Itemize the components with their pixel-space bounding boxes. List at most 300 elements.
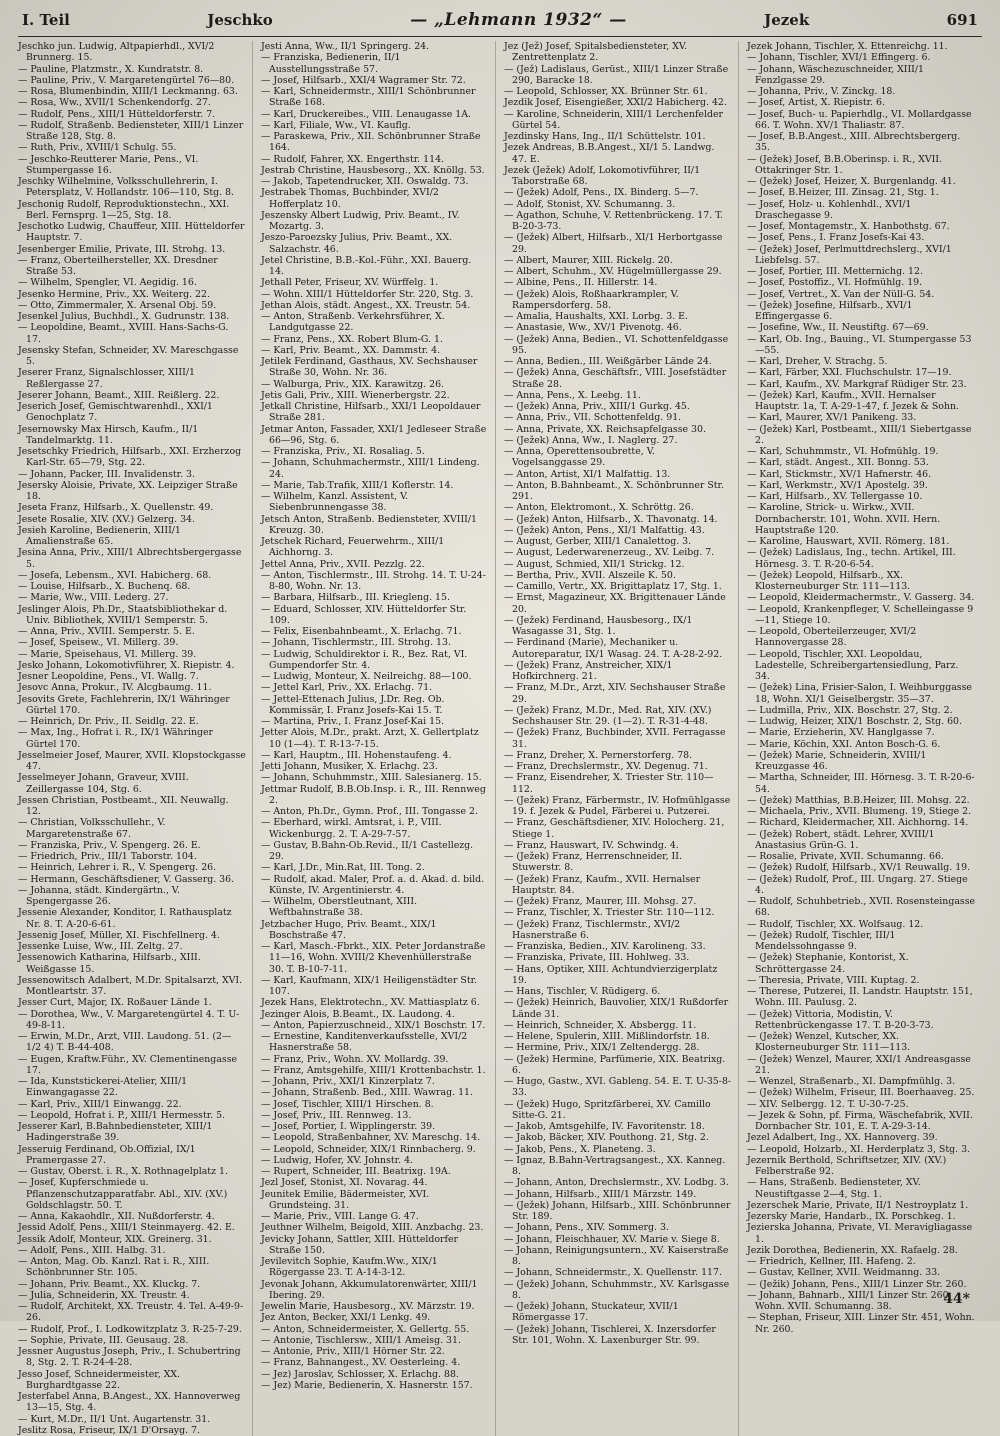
directory-entry: — Eduard, Schlosser, XIV. Hütteldorfer Str. 109. <box>261 603 467 626</box>
directory-entry: Jesko Johann, Lokomotivführer, X. Riepistr. 4. <box>18 659 235 671</box>
directory-entry: — (Ježek) Rudolf, Hilfsarb., XV/1 Reuwallg. 19. <box>747 862 971 874</box>
directory-entry: — Johann, Priv., XXI/1 Kinzerplatz 7. <box>261 1076 435 1087</box>
directory-entry: — Johanna, Priv., V. Zinckg. 18. <box>747 86 896 97</box>
directory-entry: — Heinrich, Schneider, X. Absbergg. 11. <box>504 1019 697 1031</box>
directory-entry: — Jez) Marie, Bedienerin, X. Hasnerstr. 157. <box>261 1379 473 1391</box>
directory-entry: — Karl, Masch.-Fbrkt., XIX. Peter Jordanstraße 11—16, Wohn. XVIII/2 Khevenhüllerstraße 30. T. B-10-7-11. <box>261 941 486 975</box>
directory-entry: — Anton, Artist, XI/1 Malfattig. 13. <box>504 468 671 480</box>
directory-entry: — Anastasie, Ww., XV/1 Pivenotg. 46. <box>504 322 682 334</box>
directory-entry: — Rosalie, Private, XVII. Schumanng. 66. <box>747 851 944 862</box>
directory-entry: — Jakob, Tapetendrucker, XII. Oswaldg. 73. <box>261 176 469 187</box>
directory-entry: — Anton, Mag. Ob. Kanzl. Rat i. R., XIII. Schönbrunner Str. 105. <box>18 1256 210 1279</box>
directory-entry: — Johann, Straßenb. Bed., XIII. Wawrag. 11. <box>261 1087 473 1099</box>
directory-entry: Jessenowich Katharina, Hilfsarb., XIII. Weißgasse 15. <box>18 952 201 975</box>
directory-entry: — Franz, Geschäftsdiener, XIV. Holocherg. 21, Stiege 1. <box>504 817 725 840</box>
directory-entry: — Gustav, Kellner, XVII. Weidmanng. 33. <box>747 1267 941 1279</box>
directory-entry: — Therese, Putzerei, II. Landstr. Hauptstr. 151, Wohn. III. Paulusg. 2. <box>747 986 973 1009</box>
directory-entry: — Johann, Schuhmmstr., XIII. Salesianerg. 15. <box>261 772 482 784</box>
directory-entry: Jezersky Marie, Handarb., IX. Porschkeg. 1. <box>747 1211 956 1222</box>
directory-entry: — Albert, Maurer, XIII. Rickelg. 20. <box>504 254 673 266</box>
directory-entry: Jesselmeyer Johann, Graveur, XVIII. Zeillergasse 104, Stg. 6. <box>18 772 189 795</box>
directory-entry: — (Ježek) Franz, Anstreicher, XIX/1 Hofkirchnerg. 21. <box>504 659 673 682</box>
page-header <box>18 10 982 37</box>
directory-entry: — Sophie, Private, III. Geusaug. 28. <box>18 1334 189 1346</box>
directory-entry: Jezdik Josef, Eisengießer, XXI/2 Habicherg. 42. <box>504 97 727 109</box>
directory-entry: — Marie, Köchin, XXI. Anton Bosch-G. 6. <box>747 738 941 750</box>
directory-entry: — Karl, Maurer, XV/1 Panikeng. 33. <box>747 412 917 424</box>
directory-entry: — (Ježek) Anna, Priv., XIII/1 Gurkg. 45. <box>504 401 690 412</box>
directory-entry: — (Ježek) Lina, Frisier-Salon, I. Weihburggasse 18, Wohn. XI/1 Geiselbergstr. 35—37. <box>747 682 972 705</box>
directory-entry: — Walburga, Priv., XIX. Karawitzg. 26. <box>261 378 445 390</box>
directory-entry: — Wilhelm, Spengler, VI. Aegidig. 16. <box>18 277 197 289</box>
directory-entry: — Ferdinand (Marie), Mechaniker u. Autoreparatur, IX/1 Wasag. 24. T. A-28-2-92. <box>504 637 723 660</box>
directory-entry: Jezek Hans, Elektrotechn., XV. Mattiasplatz 6. <box>261 997 480 1009</box>
column-4 <box>747 41 982 1436</box>
directory-entry: Jesenberger Emilie, Private, III. Strohg. 13. <box>18 243 226 255</box>
directory-entry: Jesso Josef, Schneidermeister, XX. Burghardtgasse 22. <box>18 1368 181 1391</box>
directory-entry: Jesersky Aloisie, Private, XX. Leipziger Straße 18. <box>18 479 238 502</box>
directory-entry: — Jakob, Bäcker, XIV. Pouthong. 21, Stg. 2. <box>504 1132 709 1144</box>
directory-entry: — August, Gerber, XIII/1 Canalettog. 3. <box>504 536 692 547</box>
directory-entry: Jettmar Rudolf, B.B.Ob.Insp. i. R., III. Rennweg 2. <box>261 783 486 806</box>
directory-entry: Jettel Anna, Priv., XVII. Pezzlg. 22. <box>261 558 425 570</box>
directory-entry: Jetsch Anton, Straßenb. Bediensteter, XVIII/1 Kreuzg. 30. <box>261 513 477 536</box>
directory-entry: — Antonie, Priv., XIII/1 Hörner Str. 22. <box>261 1346 445 1357</box>
directory-entry: — Josef, Priv., III. Rennweg. 13. <box>261 1109 412 1121</box>
directory-entry: — (Ježek) Johann, Stuckateur, XVII/1 Römergasse 17. <box>504 1301 679 1324</box>
directory-entry: Jezek Andreas, B.B.Angest., XI/1 5. Landwg. 47. E. <box>504 142 715 165</box>
directory-entry: — (Ježek) Franz, Maurer, III. Mohsg. 27. <box>504 896 697 907</box>
directory-entry: — (Ježek) Anna, Bedien., VI. Schottenfeldgasse 95. <box>504 333 729 356</box>
directory-entry: Jezdinsky Hans, Ing., II/1 Schüttelstr. 101. <box>504 131 706 142</box>
directory-entry: — (Ježek) Josef, B.B.Oberinsp. i. R., XVII. Ottakringer Str. 1. <box>747 153 943 176</box>
column-2 <box>261 41 496 1436</box>
directory-entry: Jesieh Karoline, Bedienerin, XIII/1 Amalienstraße 65. <box>18 524 181 547</box>
directory-entry: — Johann, Priv. Beamt., XX. Kluckg. 7. <box>18 1278 201 1290</box>
directory-entry: — Ernst, Magazineur, XX. Brigittenauer Lände 20. <box>504 592 726 615</box>
directory-entry: — Marie, Ww., VIII. Lederg. 27. <box>18 592 169 604</box>
directory-entry: — Josef, Portier, I. Wipplingerstr. 39. <box>261 1121 436 1132</box>
directory-entry: — (Ježek) Anton, Pens., XI/1 Malfattig. 43. <box>504 524 705 536</box>
directory-entry: — Jeschko-Reutterer Marie, Pens., VI. Stumpergasse 16. <box>18 153 199 176</box>
directory-entry: Jezernik Berthold, Schriftsetzer, XIV. (XV.) Felberstraße 92. <box>747 1154 947 1177</box>
directory-entry: Jesete Rosalie, XIV. (XV.) Gelzerg. 34. <box>18 513 195 525</box>
directory-entry: Jetel Christine, B.B.-Kol.-Führ., XXI. Bauerg. 14. <box>261 254 472 277</box>
directory-entry: — (Ježek) Stephanie, Kontorist, X. Schröttergasse 24. <box>747 952 909 975</box>
directory-entry: — (Ježek) Alois, Roßhaarkrampler, V. Rampersdorferg. 58. <box>504 288 679 311</box>
directory-entry: Jetmar Anton, Fassader, XXI/1 Jedleseer Straße 66—96, Stg. 6. <box>261 423 487 446</box>
directory-entry: — Eberhard, wirkl. Amtsrat, i. P., VIII. Wickenburgg. 2. T. A-29-7-57. <box>261 817 442 840</box>
directory-entry: — Albine, Pens., II. Hillerstr. 14. <box>504 277 658 289</box>
directory-entry: — Rudolf, Schuhbetrieb., XVII. Rosensteingasse 68. <box>747 896 976 919</box>
directory-entry: — Franziska, Bedien., XIV. Karolineng. 33. <box>504 941 706 952</box>
directory-entry: Jesser Curt, Major, IX. Roßauer Lände 1. <box>18 997 212 1009</box>
directory-entry: — Bertha, Priv., XVII. Alszeile K. 50. <box>504 569 676 581</box>
directory-entry: Jessenie Alexander, Konditor, I. Rathausplatz Nr. 8. T. A-20-6-61. <box>18 907 232 930</box>
directory-entry: — Ludwig, Monteur, X. Neilreichg. 88—100. <box>261 671 472 682</box>
directory-entry: — Franz, Priv., Wohn. XV. Mollardg. 39. <box>261 1053 449 1065</box>
directory-entry: — Hans, Tischler, V. Rüdigerg. 6. <box>504 986 661 997</box>
directory-entry: Jezel Adalbert, Ing., XX. Hannoverg. 39. <box>747 1132 938 1144</box>
directory-entry: — Leopold, Holzarb., XI. Herderplatz 3, Stg. 3. <box>747 1143 971 1155</box>
directory-entry: — (Ježek) Rudolf, Tischler, III/1 Mendelssohngasse 9. <box>747 929 896 952</box>
directory-entry: — Franz, Drechslermstr., XV. Degenug. 71. <box>504 761 708 772</box>
page-number: 691 <box>946 11 978 29</box>
directory-entry: — Karl, Filiale, Ww., VI. Kauflg. <box>261 119 411 131</box>
directory-entry: — Rosa, Blumenbindin, XIII/1 Leckmanng. 63. <box>18 86 238 97</box>
directory-entry: — Rudolf, Straßenb. Bediensteter, XIII/1 Linzer Straße 128, Stg. 8. <box>18 119 244 142</box>
directory-entry: — Johann, Tischler, XVI/1 Effingerg. 6. <box>747 52 931 64</box>
directory-entry: — Karoline, Strick- u. Wirkw., XVII. Dornbacherstr. 101, Wohn. XVII. Hern. Hauptstraße 120. <box>747 502 941 536</box>
directory-entry: — Johann, Bahnarb., XIII/1 Linzer Str. 260, Wohn. XVII. Schumanng. 38. <box>747 1289 952 1312</box>
directory-entry: — Marie, Speisehaus, VI. Millerg. 39. <box>18 648 197 660</box>
directory-entry: — Kurt, M.Dr., II/1 Unt. Augartenstr. 31. <box>18 1413 211 1425</box>
directory-entry: — Leopold, Schlosser, XX. Brünner Str. 61. <box>504 86 708 97</box>
directory-entry: — Ludwig, Schuldirektor i. R., Bez. Rat, VI. Gumpendorfer Str. 4. <box>261 648 468 671</box>
directory-entry: Jevilevitch Sophie, Kaufm.Ww., XIX/1 Rögergasse 23. T. A-14-3-12. <box>261 1256 438 1279</box>
directory-entry: — Josef, Vertret., X. Van der Nüll-G. 54. <box>747 288 935 300</box>
directory-entry: Jeuthner Wilhelm, Beigold, XIII. Anzbachg. 23. <box>261 1222 484 1234</box>
directory-entry: — Franz, M.Dr., Arzt, XIV. Sechshauser Straße 29. <box>504 682 726 705</box>
directory-entry: — Johann, Schuhmachermstr., XIII/1 Lindeng. 24. <box>261 457 480 480</box>
directory-entry: Jeserer Johann, Beamt., XIII. Reißlerg. 22. <box>18 389 220 401</box>
directory-entry: — Anton, Elektromont., X. Schröttg. 26. <box>504 502 694 514</box>
directory-entry: — Helene, Spulerin, XIII. Mißlindorfstr. 18. <box>504 1031 710 1042</box>
directory-entry: — Rosa, Ww., XVII/1 Schenkendorfg. 27. <box>18 97 211 109</box>
directory-entry: — (Ježek) Vittoria, Modistin, V. Rettenbrückengasse 17. T. B-20-3-73. <box>747 1008 934 1031</box>
directory-entry: — Louise, Hilfsarb., X. Buchenq. 68. <box>18 581 191 592</box>
directory-entry: Jessenig Josef, Müller, XI. Fischfellnerg. 4. <box>18 929 220 941</box>
directory-entry: Jethan Alois, städt. Angest., XX. Treustr. 54. <box>261 299 471 311</box>
directory-entry: — (Ježek) Franz, M.Dr., Med. Rat, XIV. (XV.) Sechshauser Str. 29. (1—2). T. R-31-4-48. <box>504 704 712 727</box>
directory-entry: — Rudolf, Architekt, XX. Treustr. 4. Tel. A-49-9-26. <box>18 1301 244 1324</box>
directory-entry: Jeslinger Alois, Ph.Dr., Staatsbibliothekar d. Univ. Bibliothek, XVIII/1 Semperstr. 5. <box>18 603 228 626</box>
directory-entry: Jesenkel Julius, Buchhdl., X. Gudrunstr. 138. <box>18 311 230 322</box>
directory-entry: — (Ježek) Albert, Hilfsarb., XI/1 Herbortgasse 29. <box>504 232 723 255</box>
directory-entry: Jesselmeier Josef, Maurer, XVII. Klopstockgasse 47. <box>18 749 246 772</box>
directory-entry: — Leopold, Straßenbahner, XV. Mareschg. 14. <box>261 1132 481 1144</box>
first-name-guide: Jeschko <box>207 11 273 29</box>
directory-entry: — Josef, Tischler, XIII/1 Hirschen. 8. <box>261 1098 434 1110</box>
directory-entry: Jezerschek Marie, Private, II/1 Nestroyplatz 1. <box>747 1199 969 1211</box>
directory-entry: — (Ježek) Ladislaus, Ing., techn. Artikel, III. Hörnesg. 3. T. R-20-6-54. <box>747 547 956 570</box>
directory-entry: — Anna, Operettensoubrette, V. Vogelsanggasse 29. <box>504 446 655 469</box>
directory-entry: — Jakob, Pens., X. Planeteng. 3. <box>504 1143 656 1155</box>
directory-entry: — (Ježek) Johann, Hilfsarb., XIII. Schönbrunner Str. 189. <box>504 1199 731 1222</box>
directory-entry: — Rudolf, akad. Maler, Prof. a. d. Akad. d. bild. Künste, IV. Argentinierstr. 4. <box>261 873 485 896</box>
directory-entry: — Josef, Buch- u. Papierhdlg., VI. Mollardgasse 66. T. Wohn. XV/1 Thaliastr. 87. <box>747 108 972 131</box>
directory-entry: — XIV. Selbergg. 12. T. U-30-7-25. <box>747 1098 909 1110</box>
directory-entry: — Jettel-Ettenach Julius, J.Dr. Reg. Ob. Kommissär, I. Franz Josefs-Kai 15. T. <box>261 693 445 716</box>
directory-entry: — Anton, Straßenb. Verkehrsführer, X. Landgutgasse 22. <box>261 311 445 334</box>
directory-entry: — Hugo, Gastw., XVI. Gableng. 54. E. T. U-35-8-33. <box>504 1076 732 1099</box>
directory-entry: Jetis Gali, Priv., XIII. Wienerbergstr. 22. <box>261 389 450 401</box>
directory-entry: — August, Lederwarenerzeug., XV. Leibg. 7. <box>504 547 715 559</box>
directory-entry: — Hermine, Priv., XIX/1 Zeltendergg. 28. <box>504 1042 700 1054</box>
directory-entry: — Franz, Oberteilhersteller, XX. Dresdner Straße 53. <box>18 254 218 277</box>
directory-entry: — Ignaz, B.Bahn-Vertragsangest., XX. Kanneg. 8. <box>504 1154 726 1177</box>
directory-entry: Jessid Adolf, Pens., XIII/1 Steinmayerg. 42. E. <box>18 1222 235 1234</box>
directory-entry: — Josef, Speisew., VI. Millerg. 39. <box>18 637 179 649</box>
directory-entry: — Gustav, Oberst. i. R., X. Rothnagelplatz 1. <box>18 1166 228 1177</box>
directory-entry: — Leopoldine, Beamt., XVIII. Hans-Sachs-G. 17. <box>18 322 229 345</box>
directory-entry: — Josef, Postoffiz., VI. Hofmühlg. 19. <box>747 277 923 289</box>
directory-entry: — Albert, Schuhm., XV. Hügelmüllergasse 29. <box>504 266 722 277</box>
directory-entry: Jetschek Richard, Feuerwehrm., XIII/1 Aichhorng. 3. <box>261 536 445 559</box>
directory-entry: — Adolf, Pens., XIII. Halbg. 31. <box>18 1244 166 1256</box>
directory-entry: — Josef, Kupferschmiede u. Pflanzenschutzapparatfabr. Abl., XIV. (XV.) Goldschlagstr. 50. T. <box>18 1177 228 1211</box>
directory-entry: — (Ježek) Franz, Tischlermstr., XVI/2 Hasnerstraße 6. <box>504 918 681 941</box>
directory-entry: — Leopold, Oberteilerzeuger, XVI/2 Hannovergasse 28. <box>747 626 917 649</box>
directory-entry: — Josef, Portier, III. Metternichg. 12. <box>747 266 923 277</box>
directory-entry: Jezinger Alois, B.Beamt., IX. Laudong. 4. <box>261 1008 455 1020</box>
directory-entry: — Karl, Dreher, V. Strachg. 5. <box>747 356 888 367</box>
directory-entry: — Michaela, Priv., XVII. Blumeng. 19, Stiege 2. <box>747 806 972 817</box>
directory-entry: — Karl, J.Dr., Min.Rat, III. Tong. 2. <box>261 862 425 874</box>
directory-entry: — Dorothea, Ww., V. Margaretengürtel 4. T. U-49-8-11. <box>18 1008 240 1031</box>
directory-entry: Jetzbacher Hugo, Priv. Beamt., XIX/1 Boschstraße 47. <box>261 918 437 941</box>
directory-entry: Jeserich Josef, Gemischtwarenhdl., XXI/1 Genochplatz 7. <box>18 401 213 424</box>
directory-entry: — Josef, Montagemstr., X. Hanbothstg. 67. <box>747 221 950 232</box>
directory-entry: — Felix, Eisenbahnbeamt., X. Erlachg. 71. <box>261 626 462 637</box>
directory-entry: Jestrab Christine, Hausbesorg., XX. Knöllg. 53. <box>261 164 485 176</box>
directory-entry: — Karl, Stickmstr., XV/1 Hafnerstr. 46. <box>747 468 932 480</box>
directory-entry: Jetilek Ferdinand, Gasthaus, XV. Sechshauser Straße 30, Wohn. Nr. 36. <box>261 356 478 379</box>
directory-entry: — (Ježek) Marie, Schneiderin, XVIII/1 Kreuzgasse 46. <box>747 749 927 772</box>
directory-entry: — Jezek & Sohn, pf. Firma, Wäschefabrik, XVII. Dornbacher Str. 101, E. T. A-29-3-14. <box>747 1109 973 1132</box>
directory-entry: Jesensky Stefan, Schneider, XV. Mareschgasse 5. <box>18 344 239 367</box>
directory-entry: Jesetschky Friedrich, Hilfsarb., XXI. Erzherzog Karl-Str. 65—79, Stg. 22. <box>18 446 242 469</box>
directory-entry: — (Ježek) Franz, Buchbinder, XVII. Ferragasse 31. <box>504 727 726 750</box>
directory-entry: Jeschko jun. Ludwig, Altpapierhdl., XVI/2 Brunnerg. 15. <box>18 41 215 64</box>
directory-entry: — Karl, Druckereibes., VIII. Lenaugasse 1A. <box>261 108 471 120</box>
directory-entry: Jessner Augustus Joseph, Priv., I. Schubertring 8, Stg. 2. T. R-24-4-28. <box>18 1346 241 1369</box>
directory-entry: — Anton, Schneidermeister, X. Gellertg. 55. <box>261 1323 470 1335</box>
directory-entry: — Ida, Kunststickerei-Atelier, XIII/1 Einwangagasse 22. <box>18 1076 188 1099</box>
column-1 <box>18 41 253 1436</box>
directory-entry: — Josef, Artist, X. Riepistr. 6. <box>747 97 885 109</box>
directory-entry: — Johann, Schneidermstr., X. Quellenstr. 117. <box>504 1267 722 1279</box>
column-3 <box>504 41 739 1436</box>
directory-entry: — Wenzel, Straßenarb., XI. Dampfmühlg. 3. <box>747 1076 956 1087</box>
directory-entry: — Agathon, Schuhe, V. Rettenbrückeng. 17. T. B-20-3-73. <box>504 209 724 232</box>
directory-entry: — Stephan, Friseur, XIII. Linzer Str. 451, Wohn. Nr. 260. <box>747 1312 975 1335</box>
directory-entry: — Barbara, Hilfsarb., III. Kriegleng. 15. <box>261 592 450 604</box>
directory-entry: — Rudolf, Prof., I. Lodkowitzplatz 3. R-25-7-29. <box>18 1323 242 1335</box>
directory-entry: — Julia, Schneiderin, XX. Treustr. 4. <box>18 1289 190 1301</box>
directory-entry: Jeszo-Paroezsky Julius, Priv. Beamt., XX. Salzachstr. 46. <box>261 232 453 255</box>
directory-entry: — Karl, Färber, XXI. Fluchschulstr. 17—19. <box>747 367 952 379</box>
directory-entry: — Rupert, Schneider, III. Beatrixg. 19A. <box>261 1166 451 1177</box>
directory-entry: — Johanna, städt. Kindergärtn., V. Spengergasse 26. <box>18 884 180 907</box>
directory-entry: — Jettel Karl, Priv., XX. Erlachg. 71. <box>261 682 433 694</box>
directory-entry: Jesernowsky Max Hirsch, Kaufm., II/1 Tandelmarktg. 11. <box>18 423 199 446</box>
directory-entry: Jesti Anna, Ww., II/1 Springerg. 24. <box>261 41 430 52</box>
directory-entry: — Pauline, Priv., V. Margaretengürtel 76—80. <box>18 74 235 86</box>
directory-entry: Jezek Johann, Tischler, X. Ettenreichg. 11. <box>747 41 948 52</box>
directory-entry: — Jakob, Amtsgehilfe, IV. Favoritenstr. 18. <box>504 1121 705 1132</box>
directory-entry: — (Ježek) Franz, Kaufm., XVII. Hernalser Hauptstr. 84. <box>504 873 701 896</box>
directory-entry: — (Ježek) Ferdinand, Hausbesorg., IX/1 Wasagasse 31, Stg. 1. <box>504 614 693 637</box>
directory-entry: — Erwin, M.Dr., Arzt, VIII. Laudong. 51. (2—1/2 4) T. B-44-408. <box>18 1031 232 1054</box>
directory-entry: — Johann, Tischlermstr., III. Strohg. 13. <box>261 637 451 649</box>
directory-entry: — (Ježek) Anna, Ww., I. Naglerg. 27. <box>504 434 678 446</box>
directory-entry: — Adolf, Stonist, XV. Schumanng. 3. <box>504 198 676 210</box>
directory-entry: — (Ježek) Rudolf, Prof., III. Ungarg. 27. Stiege 4. <box>747 873 968 896</box>
directory-entry: — Leopold, Schneider, XIX/1 Rinnbacherg. 9. <box>261 1143 476 1155</box>
directory-entry: Jez (Jež) Josef, Spitalsbediensteter, XV. Zentrettenplatz 2. <box>504 41 687 64</box>
directory-entry: — (Ježek) Franz, Färbermstr., IV. Hofmühlgasse 19. f. Jezek & Pudel, Färberei u. Putzerei. <box>504 794 731 817</box>
directory-entry: — Karl, Hauptm., III. Hohenstaufeng. 4. <box>261 749 452 761</box>
directory-entry: — (Ježek) Heinrich, Bauvolier, XIX/1 Rußdorfer Lände 31. <box>504 997 729 1020</box>
last-name-guide: Jezek <box>764 11 810 29</box>
directory-entry: — (Ježek) Josef, Perlmuttdrechslerg., XVI/1 Liebfelsg. 57. <box>747 243 952 266</box>
directory-entry: — Franz, Pens., XX. Robert Blum-G. 1. <box>261 333 443 345</box>
directory-entry: — Friedrich, Kellner, III. Hafeng. 2. <box>747 1256 916 1267</box>
directory-entry: Jessen Christian, Postbeamt., XII. Neuwallg. 12. <box>18 794 229 817</box>
directory-entry: — Heinrich, Lehrer i. R., V. Spengerg. 26. <box>18 862 217 874</box>
directory-entry: — Max, Ing., Hofrat i. R., IX/1 Währinger Gürtel 170. <box>18 727 214 750</box>
directory-entry: — Karl, Werkmstr., XV/1 Apostelg. 39. <box>747 479 928 491</box>
directory-entry: Jesenko Hermine, Priv., XX. Weiterg. 22. <box>18 288 210 300</box>
directory-entry: — Jez) Jaroslav, Schlosser, X. Erlachg. 88. <box>261 1368 459 1380</box>
directory-entry: — Ludwig, Hofer, XV. Johnstr. 4. <box>261 1154 414 1166</box>
directory-entry: — Johann, Hilfsarb., XIII/1 Märzstr. 149. <box>504 1188 697 1200</box>
directory-entry: — Christian, Volksschullehr., V. Margaretenstraße 67. <box>18 817 166 840</box>
directory-entry: — (Ježek) Johann, Tischlerei, X. Inzersdorfer Str. 101, Wohn. X. Laxenburger Str. 99. <box>504 1323 716 1346</box>
directory-entry: Jetkall Christine, Hilfsarb., XXI/1 Leopoldauer Straße 281. <box>261 401 481 424</box>
directory-entry: Jezik Dorothea, Bedienerin, XX. Rafaelg. 28. <box>747 1244 958 1256</box>
directory-entry: — Karl, Priv., XIII/1 Einwangg. 22. <box>18 1098 182 1110</box>
directory-entry: — (Ježek) Karl, Kaufm., XVII. Hernalser Hauptstr. 1a, T. A-29-1-47, f. Jezek & Sohn. <box>747 389 959 412</box>
directory-entry: — (Ježek) Robert, städt. Lehrer, XVIII/1 Anastasius Grün-G. 1. <box>747 828 935 851</box>
directory-entry: — Rudolf, Pens., XIII/1 Hütteldorferstr. 7. <box>18 108 216 120</box>
directory-entry: — (Ježek) Wenzel, Maurer, XXI/1 Andreasgasse 21. <box>747 1053 971 1076</box>
directory-entry: Jetter Alois, M.Dr., prakt. Arzt, X. Gellertplatz 10 (1—4). T. R-13-7-15. <box>261 727 479 750</box>
directory-entry: — Leopold, Kleidermachermstr., V. Gasserg. 34. <box>747 592 975 604</box>
directory-entry: — Johann, Reinigungsuntern., XV. Kaiserstraße 8. <box>504 1244 729 1267</box>
directory-entry: — Marie, Priv., VIII. Lange G. 47. <box>261 1211 419 1222</box>
directory-entry: Jessik Adolf, Monteur, XIX. Greinerg. 31. <box>18 1233 212 1245</box>
directory-entry: — (Ježek) Matthias, B.B.Heizer, III. Mohsg. 22. <box>747 794 970 806</box>
directory-entry: — Gustav, B.Bahn-Ob.Revid., II/1 Castellezg. 29. <box>261 839 474 862</box>
directory-entry: — Ernestine, Kanditenverkaufsstelle, XVI/2 Hasnerstraße 58. <box>261 1031 468 1054</box>
directory-entry: — Anton, Tischlermstr., III. Strohg. 14. T. U-24-8-80, Wohn. Nr. 13. <box>261 569 486 592</box>
directory-entry: — Rudolf, Tischler, XX. Wolfsaug. 12. <box>747 918 924 930</box>
directory-entry: Jethall Peter, Friseur, XV. Würffelg. 1. <box>261 277 439 289</box>
directory-entry: — Wohn. XIII/1 Hütteldorfer Str. 220, Stg. 3. <box>261 288 474 300</box>
directory-entry: Jeschky Wilhelmine, Volksschullehrerin, I. Petersplatz, V. Hollandstr. 106—110, Stg. 8. <box>18 176 235 199</box>
directory-entry: — Johann, Packer, III. Invalidenstr. 3. <box>18 468 195 480</box>
directory-entry: — Karl, Schneidermstr., XIII/1 Schönbrunner Straße 168. <box>261 86 476 109</box>
directory-entry: Jevicky Johann, Sattler, XIII. Hütteldorfer Straße 150. <box>261 1233 459 1256</box>
directory-entry: — Theresia, Private, VIII. Kuptag. 2. <box>747 974 920 986</box>
directory-entry: — Franz, Tischler, X. Triester Str. 110—112. <box>504 907 715 919</box>
directory-columns <box>18 41 982 1436</box>
directory-entry: — Eugen, Kraftw.Führ., XV. Clementinengasse 17. <box>18 1053 238 1076</box>
directory-entry: Jeseta Franz, Hilfsarb., X. Quellenstr. 49. <box>18 502 214 514</box>
directory-entry: Jeszensky Albert Ludwig, Priv. Beamt., IV. Mozartg. 3. <box>261 209 460 232</box>
directory-entry: — Hermann, Geschäftsdiener, V. Gasserg. 36. <box>18 873 235 885</box>
directory-entry: — Leopold, Tischler, XXI. Leopoldau, Ladestelle, Schreibergartensiedlung, Parz. 34. <box>747 648 959 682</box>
directory-entry: — Anna, Private, XX. Reichsapfelgasse 30. <box>504 423 706 435</box>
directory-entry: — Anton, Ph.Dr., Gymn. Prof., III. Tongasse 2. <box>261 806 478 817</box>
directory-entry: Jezek (Ježek) Adolf, Lokomotivführer, II/1 Taborstraße 68. <box>504 164 701 187</box>
page-title: — „Lehmann 1932“ — <box>410 10 627 30</box>
directory-entry: — Franz, Dreher, X. Pernerstorferg. 78. <box>504 749 693 761</box>
directory-entry: — (Ježek) Wilhelm, Friseur, III. Boerhaaveg. 25. <box>747 1087 975 1099</box>
directory-entry: Jeserer Franz, Signalschlosser, XIII/1 Reßlergasse 27. <box>18 367 195 390</box>
directory-entry: — Ruth, Priv., XVIII/1 Schulg. 55. <box>18 142 177 154</box>
directory-entry: — Josef, Pens., I. Franz Josefs-Kai 43. <box>747 232 925 244</box>
directory-entry: — Heinrich, Dr. Priv., II. Seidlg. 22. E. <box>18 716 199 727</box>
signature-mark: 44* <box>943 1291 970 1307</box>
directory-entry: — (Ježik) Johann, Pens., XIII/1 Linzer Str. 260. <box>747 1278 967 1290</box>
directory-entry: — Franziska, Priv., XI. Rosaliag. 5. <box>261 446 425 457</box>
directory-entry: — (Ježek) Hugo, Spritzfärberei, XV. Camillo Sitte-G. 21. <box>504 1098 711 1121</box>
directory-entry: Jesserer Karl, B.Bahnbediensteter, XIII/1 Hadingerstraße 39. <box>18 1121 213 1144</box>
directory-entry: — Franziska, Priv., V. Spengerg. 26. E. <box>18 839 201 851</box>
directory-entry: — Franz, Hauswart, IV. Schwindg. 4. <box>504 839 679 851</box>
directory-entry: — Anna, Bedien., III. Weißgärber Lände 24. <box>504 356 712 367</box>
directory-entry: — Johann, Anton, Drechslermstr., XV. Lodbg. 3. <box>504 1177 729 1189</box>
directory-entry: — Josef, Hilfsarb., XXI/4 Wagramer Str. 72. <box>261 74 466 86</box>
directory-entry: — Camillo, Vertr., XX. Brigittaplatz 17, Stg. 1. <box>504 581 722 592</box>
directory-entry: — Johann, Wäschezuschneider, XIII/1 Fenzlgasse 29. <box>747 63 925 86</box>
directory-entry: — Johann, Pens., XIV. Sommerg. 3. <box>504 1222 669 1234</box>
directory-entry: — Karl, Schuhmmstr., VI. Hofmühlg. 19. <box>747 446 939 457</box>
directory-entry: — (Ježek) Karl, Postbeamt., XIII/1 Siebertgasse 2. <box>747 423 972 446</box>
directory-entry: Jesner Leopoldine, Pens., VI. Wallg. 7. <box>18 671 199 682</box>
directory-entry: — Hans, Straßenb. Bediensteter, XV. Neustiftgasse 2—4, Stg. 1. <box>747 1177 921 1200</box>
directory-entry: — Karl, Hilfsarb., XV. Tellergasse 10. <box>747 491 923 502</box>
directory-entry: — (Ježek) Johann, Schuhmmstr., XV. Karlsgasse 8. <box>504 1278 730 1301</box>
directory-entry: Jessenowitsch Adalbert, M.Dr. Spitalsarzt, XVI. Montleartstr. 37. <box>18 974 243 997</box>
directory-entry: — Karl, städt. Angest., XII. Bonng. 53. <box>747 457 929 469</box>
directory-entry: — Marie, Tab.Trafik, XIII/1 Koflerstr. 14. <box>261 479 454 491</box>
directory-entry: — (Ježek) Anna, Geschäftsfr., VIII. Josefstädter Straße 28. <box>504 367 727 390</box>
directory-entry: — (Ježek) Josefine, Hilfsarb., XVI/1 Effingergasse 6. <box>747 299 913 322</box>
directory-entry: Jez Anton, Becker, XXI/1 Lenkg. 49. <box>261 1312 431 1324</box>
directory-entry: Jezierska Johanna, Private, VI. Meravigliagasse 1. <box>747 1222 973 1245</box>
directory-entry: — Karl, Kaufmann, XIX/1 Heiligenstädter Str. 107. <box>261 974 478 997</box>
directory-entry: — Anton, Papierzuschneid., XIX/1 Boschstr. 17. <box>261 1019 486 1031</box>
directory-entry: — Franz, Amtsgehilfe, XIII/1 Krottenbachstr. 1. <box>261 1064 486 1076</box>
directory-entry: — Franz, Bahnangest., XV. Oesterleing. 4. <box>261 1357 461 1369</box>
directory-entry: Jezl Josef, Stonist, XI. Novarag. 44. <box>261 1177 428 1189</box>
directory-entry: — Martha, Schneider, III. Hörnesg. 3. T. R-20-6-54. <box>747 772 975 795</box>
directory-entry: — Karoline, Schneiderin, XIII/1 Lerchenfelder Gürtel 54. <box>504 108 724 131</box>
directory-entry: — Paraskewa, Priv., XII. Schönbrunner Straße 164. <box>261 131 481 154</box>
directory-entry: — Josefine, Ww., II. Neustiftg. 67—69. <box>747 322 929 334</box>
directory-entry: Jessenke Luise, Ww., III. Zeltg. 27. <box>18 941 183 952</box>
directory-entry: Jevonak Johann, Akkumulatorenwärter, XIII/1 Ibering. 29. <box>261 1278 478 1301</box>
directory-entry: Jeschonig Rudolf, Reproduktionstechn., XXI. Berl. Fernsprg. 1—25, Stg. 18. <box>18 198 230 221</box>
directory-entry: — Ludwig, Heizer, XIX/1 Boschstr. 2, Stg. 60. <box>747 716 962 727</box>
directory-entry: — Franziska, Bedienerin, II/1 Ausstellungsstraße 57. <box>261 52 401 75</box>
directory-entry: — Amalia, Haushalts, XXI. Lorbg. 3. E. <box>504 311 689 322</box>
directory-entry: — (Ježek) Wenzel, Kutscher, XX. Klosterneuburger Str. 111—113. <box>747 1031 911 1054</box>
directory-entry: — (Ježek) Leopold, Hilfsarb., XX. Klosterneuburger Str. 111—113. <box>747 569 911 592</box>
directory-entry: — (Jež) Ladislaus, Gerüst., XIII/1 Linzer Straße 290, Baracke 18. <box>504 63 729 86</box>
directory-entry: — Karl, Priv. Beamt., XX. Dammstr. 4. <box>261 344 441 356</box>
directory-entry: Jeunitek Emilie, Bädermeister, XVI. Grundsteing. 31. <box>261 1188 430 1211</box>
directory-entry: — Anna, Kakaohdlr., XII. Nußdorferstr. 4. <box>18 1211 215 1222</box>
directory-entry: — Martina, Priv., I. Franz Josef-Kai 15. <box>261 716 445 727</box>
directory-entry: — (Ježek) Adolf, Pens., IX. Binderg. 5—7. <box>504 187 699 199</box>
directory-entry: — Pauline, Platzmstr., X. Kundratstr. 8. <box>18 63 204 75</box>
directory-entry: Jesina Anna, Priv., XIII/1 Albrechtsbergergasse 5. <box>18 547 242 570</box>
